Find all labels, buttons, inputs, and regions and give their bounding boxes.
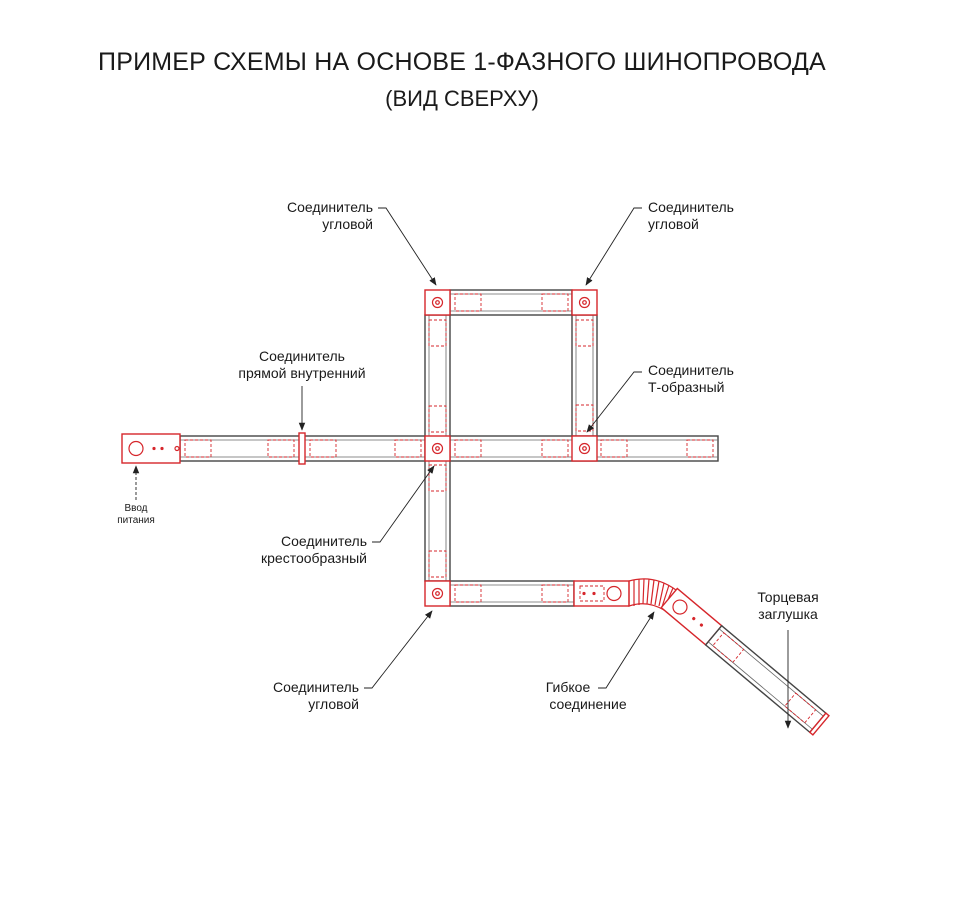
label-flexible-line2: соединение [549, 696, 627, 712]
label-corner-bottom [273, 611, 432, 712]
power-input-feed [122, 434, 180, 463]
label-corner-top-right [586, 199, 734, 285]
label-flexible [546, 612, 654, 712]
label-corner-bottom-line2: угловой [308, 696, 359, 712]
corner-connector-bottom [425, 581, 450, 606]
label-flexible-line1: Гибкое [545, 679, 591, 695]
label-corner-top-left [287, 199, 436, 285]
label-power-input-line2: питания [117, 515, 155, 526]
label-corner-top-right-line2: угловой [648, 216, 699, 232]
label-end-cap-line2: заглушка [758, 606, 818, 622]
label-t-shaped-line1: Соединитель [648, 362, 734, 378]
label-cross-line2: крестообразный [261, 550, 367, 566]
diagram-subtitle: (ВИД СВЕРХУ) [385, 86, 539, 111]
label-cross [261, 466, 434, 566]
straight-inner-connector [299, 433, 305, 464]
label-corner-bottom-line1: Соединитель [273, 679, 359, 695]
t-connector [572, 436, 597, 461]
cross-connector [425, 436, 450, 461]
corner-connector-top-right [572, 290, 597, 315]
label-power-input-line1: Ввод [124, 503, 148, 514]
flexible-connection [574, 579, 676, 610]
label-end-cap-line1: Торцевая [757, 589, 819, 605]
corner-connector-top-left [425, 290, 450, 315]
label-straight-inner-line1: Соединитель [259, 348, 345, 364]
label-corner-top-left-line2: угловой [322, 216, 373, 232]
label-corner-top-left-line1: Соединитель [287, 199, 373, 215]
label-straight-inner [238, 348, 365, 430]
label-cross-line1: Соединитель [281, 533, 367, 549]
label-power-input [117, 466, 155, 526]
diagram-title: ПРИМЕР СХЕМЫ НА ОСНОВЕ 1-ФАЗНОГО ШИНОПРОВОДА [98, 48, 826, 76]
label-t-shaped-line2: Т-образный [648, 379, 725, 395]
label-corner-top-right-line1: Соединитель [648, 199, 734, 215]
label-t-shaped [587, 362, 734, 432]
label-straight-inner-line2: прямой внутренний [238, 365, 366, 381]
